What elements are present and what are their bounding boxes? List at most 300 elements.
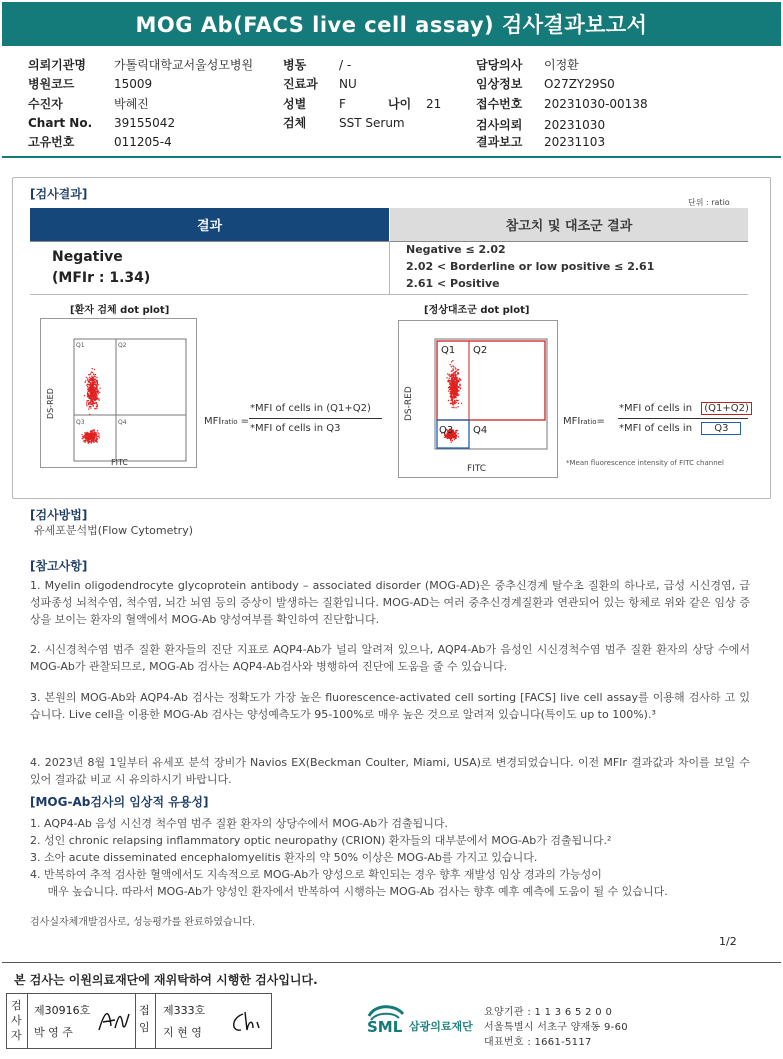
method-text: 유세포분석법(Flow Cytometry) <box>34 524 194 537</box>
dot <box>455 374 456 375</box>
dot <box>452 360 453 361</box>
sml-logo-icon <box>365 1002 475 1036</box>
control-dot-plot-svg <box>399 321 557 477</box>
dot <box>453 404 454 405</box>
dot <box>451 442 452 443</box>
dot <box>458 394 459 395</box>
dot <box>452 400 453 401</box>
dot <box>451 371 452 372</box>
dot <box>87 396 88 397</box>
dot <box>84 437 85 438</box>
dot <box>87 439 88 440</box>
dot <box>453 373 454 374</box>
dot <box>451 382 452 383</box>
reference-borderline: 2.02 < Borderline or low positive ≤ 2.61 <box>406 260 655 273</box>
control-formula-top-box: (Q1+Q2) <box>701 402 752 415</box>
dot <box>88 394 89 395</box>
note-3: 3. 본원의 MOG-Ab와 AQP4-Ab 검사는 정확도가 가장 높은 fluorescence-activated cell sorting [FACS] live cell assay를 이용해 검사하 고 있습니다. Live cell을 이용한 MOG-Ab 검사는 양성예측도가 95-100%로 매우 높은 것으로 알려져 있습니다(특이도 up to 100%).³ <box>30 691 750 721</box>
clinical-item-1: 1. AQP4-Ab 음성 시신경 척수염 범주 질환 환자의 상당수에서 MOG-Ab가 검출됩니다. <box>30 817 448 830</box>
dot <box>458 373 459 374</box>
dot <box>91 386 92 387</box>
dot <box>451 438 452 439</box>
dot <box>86 405 87 406</box>
note-4: 4. 2023년 8월 1일부터 유세포 분석 장비가 Navios EX(Beckman Coulter, Miami, USA)로 변경되었습니다. 이전 MFIr 결과값과 차이를 보일 수 있어 결과값 비교 시 유의하시기 바랍니다. <box>30 756 750 786</box>
dot <box>457 379 458 380</box>
note-2: 2. 시신경척수염 범주 질환 환자들의 진단 지표로 AQP4-Ab가 널리 알려져 있으나, AQP4-Ab가 음성인 시신경척수염 범주 질환 환자의 상당 수에서 MOG-Ab가 관찰되므로, MOG-Ab 검사는 AQP4-Ab검사와 병행하여 진단에 도움을 줄 수 있습니다. <box>30 643 750 673</box>
notes-section-title: [참고사항] <box>30 559 88 573</box>
dot <box>92 380 93 381</box>
dot <box>95 402 96 403</box>
dot <box>454 402 455 403</box>
info-doctor: 담당의사 이정환 <box>476 58 579 72</box>
dot <box>98 400 99 401</box>
control-q1: Q1 <box>441 345 456 356</box>
dot <box>452 391 453 392</box>
dot <box>450 364 451 365</box>
dot <box>91 372 92 373</box>
dot <box>90 380 91 381</box>
dot <box>453 386 454 387</box>
patient-formula-bar <box>249 418 382 419</box>
dot <box>91 388 92 389</box>
dot <box>96 407 97 408</box>
dot <box>95 383 96 384</box>
dot <box>453 407 454 408</box>
control-mfi-label: MFIratio= <box>563 416 605 427</box>
dot <box>91 431 92 432</box>
reference-negative: Negative ≤ 2.02 <box>406 243 506 256</box>
dot <box>93 378 94 379</box>
dot <box>460 388 461 389</box>
reference-column-header: 참고치 및 대조군 결과 <box>390 208 748 241</box>
dot <box>453 432 454 433</box>
dot <box>450 440 451 441</box>
dot <box>85 380 86 381</box>
dot <box>453 379 454 380</box>
dot <box>86 401 87 402</box>
control-dot-plot <box>398 320 558 478</box>
footer-divider <box>2 962 781 963</box>
dot <box>93 397 94 398</box>
approver-label: 접임 <box>139 1004 150 1034</box>
dot <box>453 391 454 392</box>
patient-formula-top: *MFI of cells in (Q1+Q2) <box>250 403 371 414</box>
result-row-separator <box>389 241 390 294</box>
dot <box>452 383 453 384</box>
dot <box>457 406 458 407</box>
dot <box>91 441 92 442</box>
dot <box>84 432 85 433</box>
info-sex: 성별 F <box>283 97 346 111</box>
dot <box>89 433 90 434</box>
info-receipt-no: 접수번호 20231030-00138 <box>476 97 648 111</box>
info-clinical: 임상정보 O27ZY29S0 <box>476 77 615 91</box>
control-formula-top: *MFI of cells in (Q1+Q2) <box>619 402 752 415</box>
dot <box>454 392 455 393</box>
dot <box>91 404 92 405</box>
footer-phone: 대표번호 : 1661-5117 <box>484 1037 592 1048</box>
dot <box>447 373 448 374</box>
dot <box>99 392 100 393</box>
dot <box>450 403 451 404</box>
validation-note: 검사실자체개발검사로, 성능평가를 완료하였습니다. <box>30 917 256 928</box>
checker-signature <box>95 1006 131 1036</box>
dot <box>86 403 87 404</box>
dot <box>452 394 453 395</box>
dot <box>97 432 98 433</box>
dot <box>94 438 95 439</box>
dot <box>90 435 91 436</box>
dot <box>453 388 454 389</box>
dot <box>456 374 457 375</box>
dot <box>89 402 90 403</box>
dot <box>96 434 97 435</box>
dot <box>96 391 97 392</box>
dot <box>455 434 456 435</box>
sml-logo-text: SML <box>367 1018 403 1036</box>
patient-dot-plot-svg <box>41 319 196 467</box>
patient-mfi-label: MFIratio = <box>204 416 250 427</box>
patient-q2: Q2 <box>118 342 127 349</box>
dot <box>452 437 453 438</box>
dot <box>97 383 98 384</box>
dot <box>86 436 87 437</box>
dot <box>88 391 89 392</box>
dot <box>90 407 91 408</box>
dot <box>90 398 91 399</box>
footer-address: 서울특별시 서초구 양재동 9-60 <box>484 1022 628 1033</box>
dot <box>452 397 453 398</box>
dot <box>89 382 90 383</box>
dot <box>87 379 88 380</box>
dot <box>457 387 458 388</box>
dot <box>449 374 450 375</box>
dot <box>455 394 456 395</box>
dot <box>95 388 96 389</box>
patient-plot-label: [환자 검체 dot plot] <box>70 305 170 316</box>
dot <box>94 403 95 404</box>
dot <box>448 436 449 437</box>
dot <box>84 440 85 441</box>
dot <box>456 395 457 396</box>
dot <box>99 437 100 438</box>
dot <box>89 436 90 437</box>
dot <box>91 376 92 377</box>
dot <box>449 437 450 438</box>
dot <box>92 383 93 384</box>
dot <box>89 397 90 398</box>
dot <box>455 385 456 386</box>
method-section-title: [검사방법] <box>30 508 88 522</box>
approver-name: 지 현 영 <box>163 1026 202 1039</box>
dot <box>98 436 99 437</box>
dot <box>82 438 83 439</box>
dot <box>94 436 95 437</box>
dot <box>457 385 458 386</box>
info-request-date: 검사의뢰 20231030 <box>476 118 606 132</box>
dot <box>90 434 91 435</box>
dot <box>448 390 449 391</box>
dot <box>96 377 97 378</box>
dot <box>97 436 98 437</box>
dot <box>457 430 458 431</box>
signature-box <box>6 993 272 1049</box>
dot <box>459 387 460 388</box>
patient-q1: Q1 <box>76 342 85 349</box>
result-column-header: 결과 <box>30 208 389 241</box>
dot <box>452 377 453 378</box>
info-department: 진료과 NU <box>283 77 357 91</box>
dot <box>95 408 96 409</box>
dot <box>88 442 89 443</box>
dot <box>94 391 95 392</box>
dot <box>98 433 99 434</box>
sml-logo <box>365 1002 475 1040</box>
patient-dot-plot <box>40 318 197 468</box>
dot <box>455 387 456 388</box>
dot <box>87 392 88 393</box>
report-title: MOG Ab(FACS live cell assay) 검사결과보고서 <box>2 2 781 46</box>
dot <box>89 437 90 438</box>
control-x-axis: FITC <box>467 464 487 474</box>
results-section-title: [검사결과] <box>30 187 88 201</box>
control-q4: Q4 <box>473 425 488 436</box>
dot <box>89 387 90 388</box>
dot <box>95 385 96 386</box>
dot <box>89 389 90 390</box>
clinical-section-title: [MOG-Ab검사의 임상적 유용성] <box>30 795 209 809</box>
dot <box>456 379 457 380</box>
dot <box>96 394 97 395</box>
dot <box>88 384 89 385</box>
dot <box>90 402 91 403</box>
control-y-axis: DS-RED <box>404 386 414 421</box>
sig-div-2 <box>135 994 136 1048</box>
info-unique-no: 고유번호 011205-4 <box>28 135 172 149</box>
dot <box>89 396 90 397</box>
dot <box>450 385 451 386</box>
dot <box>90 393 91 394</box>
dot <box>459 379 460 380</box>
dot <box>450 396 451 397</box>
dot <box>93 385 94 386</box>
dot <box>90 384 91 385</box>
note-1: 1. Myelin oligodendrocyte glycoprotein antibody – associated disorder (MOG-AD)은 중추신경계 탈수초 질환의 하나로, 급성 시신경염, 급성파종성 뇌척수염, 척수염, 뇌간 뇌염 등의 증상이 발생하는 질환입니다. MOG-AD는 여러 중추신경계질환과 연관되어 있는 항체로 위와 같은 임상 증상을 보이는 환자의 혈액에서 MOG-Ab 양성여부를 확인하여 진단합니다. <box>30 579 751 626</box>
dot <box>456 386 457 387</box>
dot <box>94 390 95 391</box>
control-plot-label: [정상대조군 dot plot] <box>424 305 530 316</box>
dot <box>455 407 456 408</box>
dot <box>97 381 98 382</box>
checker-name: 박 영 주 <box>34 1026 73 1039</box>
patient-formula-bottom: *MFI of cells in Q3 <box>250 423 341 434</box>
dot <box>455 390 456 391</box>
dot <box>95 374 96 375</box>
dot <box>87 441 88 442</box>
dot <box>81 434 82 435</box>
dot <box>449 393 450 394</box>
result-value: Negative <box>52 249 123 265</box>
dot <box>449 383 450 384</box>
dot <box>444 437 445 438</box>
control-q3: Q3 <box>439 425 454 436</box>
dot <box>451 392 452 393</box>
sml-org-name: 삼광의료재단 <box>409 1020 473 1033</box>
info-age: 나이 21 <box>388 97 442 111</box>
dot <box>94 399 95 400</box>
dot <box>85 435 86 436</box>
dot <box>457 391 458 392</box>
dot <box>89 388 90 389</box>
patient-x-axis: FITC <box>111 458 128 467</box>
dot <box>88 437 89 438</box>
dot <box>459 378 460 379</box>
dot <box>448 387 449 388</box>
info-chart-no: Chart No. 39155042 <box>28 116 176 130</box>
dot <box>86 432 87 433</box>
dot <box>97 398 98 399</box>
dot <box>90 438 91 439</box>
control-formula-bottom-box: Q3 <box>701 422 741 435</box>
approver-no: 제333호 <box>163 1004 206 1017</box>
patient-y-axis: DS-RED <box>46 388 55 419</box>
dot <box>90 382 91 383</box>
dot <box>93 374 94 375</box>
clinical-item-2: 2. 성인 chronic relapsing inflammatory optic neuropathy (CRION) 환자들의 대부분에서 MOG-Ab가 검출됩니다.² <box>30 834 612 847</box>
dot <box>90 391 91 392</box>
dot <box>458 381 459 382</box>
dot <box>92 432 93 433</box>
dot <box>451 375 452 376</box>
dot <box>92 430 93 431</box>
dot <box>451 386 452 387</box>
dot <box>455 371 456 372</box>
footer-title: 본 검사는 이원의료재단에 재위탁하여 시행한 검사입니다. <box>14 973 318 987</box>
footer-code: 요양기관 : 1 1 3 6 5 2 0 0 <box>484 1007 613 1018</box>
dot <box>455 392 456 393</box>
clinical-item-3: 3. 소아 acute disseminated encephalomyelitis 환자의 약 50% 이상은 MOG-Ab를 가지고 있습니다. <box>30 851 538 864</box>
dot <box>450 397 451 398</box>
dot <box>455 397 456 398</box>
dot <box>454 383 455 384</box>
dot <box>92 368 93 369</box>
info-ward: 병동 / - <box>283 58 352 72</box>
dot <box>451 366 452 367</box>
dot <box>83 435 84 436</box>
dot <box>88 408 89 409</box>
dot <box>448 380 449 381</box>
dot <box>82 436 83 437</box>
dot <box>457 433 458 434</box>
dot <box>459 384 460 385</box>
dot <box>88 381 89 382</box>
dot <box>94 440 95 441</box>
dot <box>88 374 89 375</box>
dot <box>94 369 95 370</box>
sig-div-1 <box>27 994 28 1048</box>
checker-no: 제30916호 <box>34 1004 91 1017</box>
sig-div-3 <box>155 994 156 1048</box>
dot <box>452 382 453 383</box>
clinical-item-4-cont: 매우 높습니다. 따라서 MOG-Ab가 양성인 환자에서 반복하여 시행하는 MOG-Ab 검사는 향후 예후 예측에 도움이 될 수 있습니다. <box>30 885 668 898</box>
dot <box>93 442 94 443</box>
dot <box>453 394 454 395</box>
dot <box>457 389 458 390</box>
control-formula-bottom: *MFI of cells in Q3 <box>619 422 741 435</box>
dot <box>451 361 452 362</box>
dot <box>455 367 456 368</box>
dot <box>452 440 453 441</box>
dot <box>84 395 85 396</box>
dot <box>454 400 455 401</box>
dot <box>453 369 454 370</box>
patient-q4: Q4 <box>118 419 127 426</box>
page-number: 1/2 <box>719 935 737 948</box>
dot <box>88 400 89 401</box>
dot <box>87 386 88 387</box>
dot <box>97 430 98 431</box>
dot <box>94 375 95 376</box>
dot <box>455 432 456 433</box>
dot <box>95 436 96 437</box>
dot <box>454 376 455 377</box>
dot <box>449 378 450 379</box>
dot <box>84 442 85 443</box>
dot <box>448 400 449 401</box>
dot <box>95 433 96 434</box>
dot <box>453 366 454 367</box>
dot <box>456 402 457 403</box>
dot <box>89 406 90 407</box>
dot <box>454 396 455 397</box>
dot <box>457 369 458 370</box>
dot <box>456 400 457 401</box>
mfi-footnote: *Mean fluorescence intensity of FITC channel <box>566 459 724 467</box>
dot <box>454 439 455 440</box>
dot <box>92 395 93 396</box>
dot <box>86 435 87 436</box>
unit-label: 단위 : ratio <box>688 198 730 207</box>
dot <box>455 438 456 439</box>
clinical-item-4: 4. 반복하여 추적 검사한 혈액에서도 지속적으로 MOG-Ab가 양성으로 확인되는 경우 향후 재발성 임상 경과의 가능성이 <box>30 868 602 881</box>
dot <box>86 385 87 386</box>
info-hospital: 의뢰기관명 가톨릭대학교서울성모병원 <box>28 58 254 72</box>
dot <box>449 389 450 390</box>
dot <box>458 436 459 437</box>
info-specimen: 검체 SST Serum <box>283 116 405 130</box>
info-patient: 수진자 박혜진 <box>28 97 149 111</box>
result-row-bottom <box>30 294 748 295</box>
dot <box>451 407 452 408</box>
dot <box>454 434 455 435</box>
dot <box>92 396 93 397</box>
dot <box>461 403 462 404</box>
dot <box>93 379 94 380</box>
approver-signature <box>229 1008 265 1036</box>
dot <box>446 377 447 378</box>
dot <box>456 377 457 378</box>
dot <box>99 388 100 389</box>
checker-label: 검사자 <box>11 999 22 1042</box>
dot <box>94 394 95 395</box>
dot <box>89 414 90 415</box>
info-hospital-code: 병원코드 15009 <box>28 77 153 91</box>
dot <box>92 435 93 436</box>
dot <box>85 439 86 440</box>
patient-q3: Q3 <box>76 419 85 426</box>
info-report-date: 결과보고 20231103 <box>476 135 606 149</box>
dot <box>458 403 459 404</box>
